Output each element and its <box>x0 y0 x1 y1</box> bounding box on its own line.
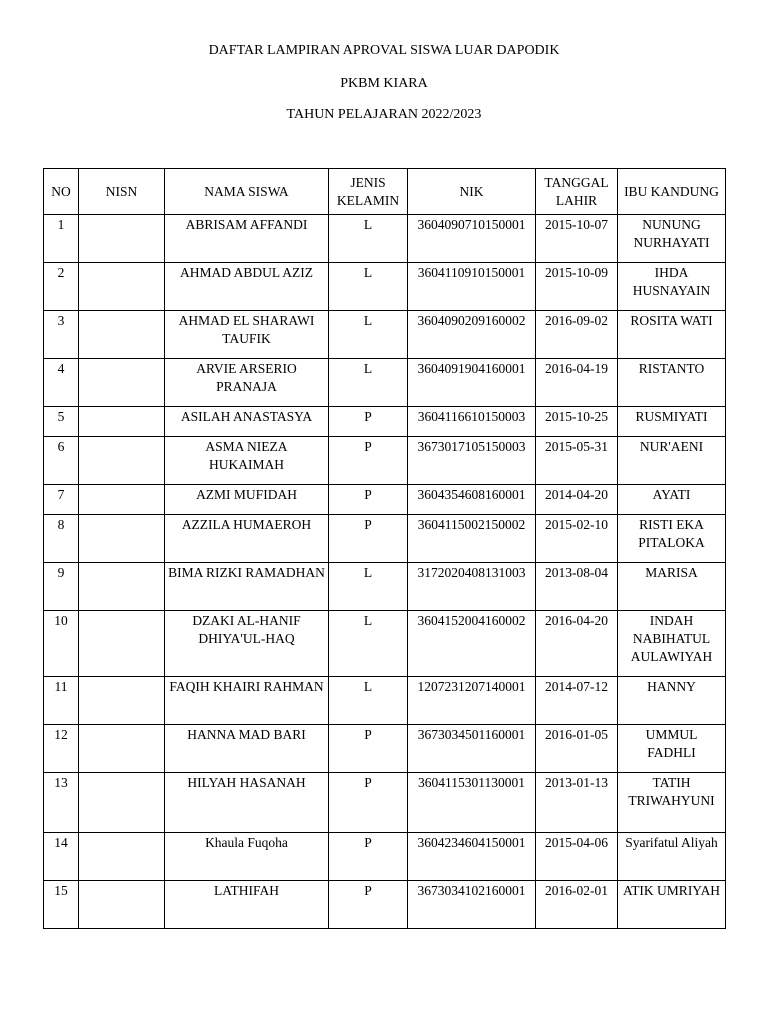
cell-no: 6 <box>44 437 79 485</box>
cell-nik: 3673017105150003 <box>408 437 536 485</box>
table-row <box>44 311 726 359</box>
cell-nisn <box>79 359 165 407</box>
cell-nik: 3604110910150001 <box>408 263 536 311</box>
cell-nisn <box>79 833 165 881</box>
table-row <box>44 215 726 263</box>
cell-tanggal-lahir: 2016-01-05 <box>536 725 618 773</box>
cell-nisn <box>79 881 165 929</box>
cell-nisn <box>79 611 165 677</box>
cell-nama-siswa: ASMA NIEZA HUKAIMAH <box>165 437 329 485</box>
cell-ibu-kandung: NUR'AENI <box>618 437 726 485</box>
cell-tanggal-lahir: 2014-07-12 <box>536 677 618 725</box>
cell-tanggal-lahir: 2015-04-06 <box>536 833 618 881</box>
cell-jenis-kelamin: P <box>329 437 408 485</box>
table-row <box>44 407 726 437</box>
cell-tanggal-lahir: 2015-05-31 <box>536 437 618 485</box>
cell-nama-siswa: HILYAH HASANAH <box>165 773 329 833</box>
cell-nik: 3604115301130001 <box>408 773 536 833</box>
cell-nik: 3604090710150001 <box>408 215 536 263</box>
cell-nama-siswa: LATHIFAH <box>165 881 329 929</box>
cell-ibu-kandung: ATIK UMRIYAH <box>618 881 726 929</box>
cell-jenis-kelamin: P <box>329 515 408 563</box>
cell-nama-siswa: HANNA MAD BARI <box>165 725 329 773</box>
cell-no: 10 <box>44 611 79 677</box>
cell-nama-siswa: AZZILA HUMAEROH <box>165 515 329 563</box>
cell-no: 15 <box>44 881 79 929</box>
cell-tanggal-lahir: 2014-04-20 <box>536 485 618 515</box>
cell-nama-siswa: ARVIE ARSERIO PRANAJA <box>165 359 329 407</box>
cell-nisn <box>79 515 165 563</box>
cell-nama-siswa: DZAKI AL-HANIF DHIYA'UL-HAQ <box>165 611 329 677</box>
header-nisn: NISN <box>79 169 165 215</box>
cell-no: 4 <box>44 359 79 407</box>
cell-tanggal-lahir: 2015-02-10 <box>536 515 618 563</box>
cell-nama-siswa: BIMA RIZKI RAMADHAN <box>165 563 329 611</box>
cell-nama-siswa: AHMAD EL SHARAWI TAUFIK <box>165 311 329 359</box>
cell-ibu-kandung: UMMUL FADHLI <box>618 725 726 773</box>
cell-jenis-kelamin: L <box>329 215 408 263</box>
cell-nik: 3604116610150003 <box>408 407 536 437</box>
cell-ibu-kandung: TATIH TRIWAHYUNI <box>618 773 726 833</box>
table-row <box>44 263 726 311</box>
cell-nik: 3673034501160001 <box>408 725 536 773</box>
cell-nama-siswa: AHMAD ABDUL AZIZ <box>165 263 329 311</box>
cell-ibu-kandung: RISTANTO <box>618 359 726 407</box>
table-row <box>44 437 726 485</box>
cell-nisn <box>79 677 165 725</box>
header-nik: NIK <box>408 169 536 215</box>
cell-ibu-kandung: AYATI <box>618 485 726 515</box>
cell-no: 13 <box>44 773 79 833</box>
cell-jenis-kelamin: P <box>329 407 408 437</box>
table-row <box>44 611 726 677</box>
cell-tanggal-lahir: 2015-10-25 <box>536 407 618 437</box>
table-header-row <box>44 169 726 215</box>
header-jenis-kelamin: JENIS KELAMIN <box>329 169 408 215</box>
cell-jenis-kelamin: P <box>329 485 408 515</box>
cell-ibu-kandung: IHDA HUSNAYAIN <box>618 263 726 311</box>
table-row <box>44 833 726 881</box>
cell-nisn <box>79 437 165 485</box>
table-row <box>44 563 726 611</box>
cell-nisn <box>79 263 165 311</box>
cell-jenis-kelamin: P <box>329 881 408 929</box>
cell-tanggal-lahir: 2015-10-09 <box>536 263 618 311</box>
cell-nisn <box>79 485 165 515</box>
cell-jenis-kelamin: L <box>329 311 408 359</box>
cell-nik: 3604234604150001 <box>408 833 536 881</box>
cell-nik: 3604090209160002 <box>408 311 536 359</box>
cell-nik: 3604091904160001 <box>408 359 536 407</box>
cell-nama-siswa: AZMI MUFIDAH <box>165 485 329 515</box>
cell-nik: 3172020408131003 <box>408 563 536 611</box>
cell-no: 12 <box>44 725 79 773</box>
cell-tanggal-lahir: 2013-08-04 <box>536 563 618 611</box>
cell-nisn <box>79 311 165 359</box>
cell-jenis-kelamin: L <box>329 563 408 611</box>
cell-no: 2 <box>44 263 79 311</box>
cell-no: 14 <box>44 833 79 881</box>
cell-ibu-kandung: MARISA <box>618 563 726 611</box>
cell-nik: 1207231207140001 <box>408 677 536 725</box>
cell-no: 1 <box>44 215 79 263</box>
cell-nisn <box>79 215 165 263</box>
cell-no: 9 <box>44 563 79 611</box>
cell-nisn <box>79 773 165 833</box>
cell-no: 7 <box>44 485 79 515</box>
cell-jenis-kelamin: P <box>329 833 408 881</box>
cell-tanggal-lahir: 2016-04-20 <box>536 611 618 677</box>
cell-nama-siswa: ABRISAM AFFANDI <box>165 215 329 263</box>
cell-nama-siswa: Khaula Fuqoha <box>165 833 329 881</box>
cell-nama-siswa: FAQIH KHAIRI RAHMAN <box>165 677 329 725</box>
cell-nik: 3604115002150002 <box>408 515 536 563</box>
table-row <box>44 359 726 407</box>
cell-nisn <box>79 725 165 773</box>
table-row <box>44 485 726 515</box>
cell-tanggal-lahir: 2016-04-19 <box>536 359 618 407</box>
cell-ibu-kandung: HANNY <box>618 677 726 725</box>
header-tanggal-lahir: TANGGAL LAHIR <box>536 169 618 215</box>
cell-jenis-kelamin: L <box>329 359 408 407</box>
cell-ibu-kandung: RISTI EKA PITALOKA <box>618 515 726 563</box>
cell-no: 5 <box>44 407 79 437</box>
table-row <box>44 677 726 725</box>
table-row <box>44 725 726 773</box>
cell-nama-siswa: ASILAH ANASTASYA <box>165 407 329 437</box>
cell-nisn <box>79 563 165 611</box>
cell-jenis-kelamin: P <box>329 725 408 773</box>
student-table <box>43 168 726 929</box>
school-year: TAHUN PELAJARAN 2022/2023 <box>286 107 482 122</box>
header-no: NO <box>44 169 79 215</box>
cell-no: 11 <box>44 677 79 725</box>
cell-tanggal-lahir: 2016-02-01 <box>536 881 618 929</box>
cell-ibu-kandung: RUSMIYATI <box>618 407 726 437</box>
cell-jenis-kelamin: L <box>329 263 408 311</box>
table-row <box>44 515 726 563</box>
table-row <box>44 773 726 833</box>
cell-ibu-kandung: NUNUNG NURHAYATI <box>618 215 726 263</box>
cell-no: 8 <box>44 515 79 563</box>
header-nama-siswa: NAMA SISWA <box>165 169 329 215</box>
cell-nik: 3673034102160001 <box>408 881 536 929</box>
cell-jenis-kelamin: L <box>329 677 408 725</box>
institution-name: PKBM KIARA <box>340 76 428 91</box>
cell-jenis-kelamin: L <box>329 611 408 677</box>
table-row <box>44 881 726 929</box>
header-ibu-kandung: IBU KANDUNG <box>618 169 726 215</box>
cell-ibu-kandung: Syarifatul Aliyah <box>618 833 726 881</box>
cell-tanggal-lahir: 2015-10-07 <box>536 215 618 263</box>
cell-jenis-kelamin: P <box>329 773 408 833</box>
cell-tanggal-lahir: 2013-01-13 <box>536 773 618 833</box>
cell-no: 3 <box>44 311 79 359</box>
cell-nik: 3604354608160001 <box>408 485 536 515</box>
cell-tanggal-lahir: 2016-09-02 <box>536 311 618 359</box>
cell-nisn <box>79 407 165 437</box>
cell-ibu-kandung: INDAH NABIHATUL AULAWIYAH <box>618 611 726 677</box>
document-title: DAFTAR LAMPIRAN APROVAL SISWA LUAR DAPODIK <box>208 43 560 58</box>
cell-nik: 3604152004160002 <box>408 611 536 677</box>
cell-ibu-kandung: ROSITA WATI <box>618 311 726 359</box>
